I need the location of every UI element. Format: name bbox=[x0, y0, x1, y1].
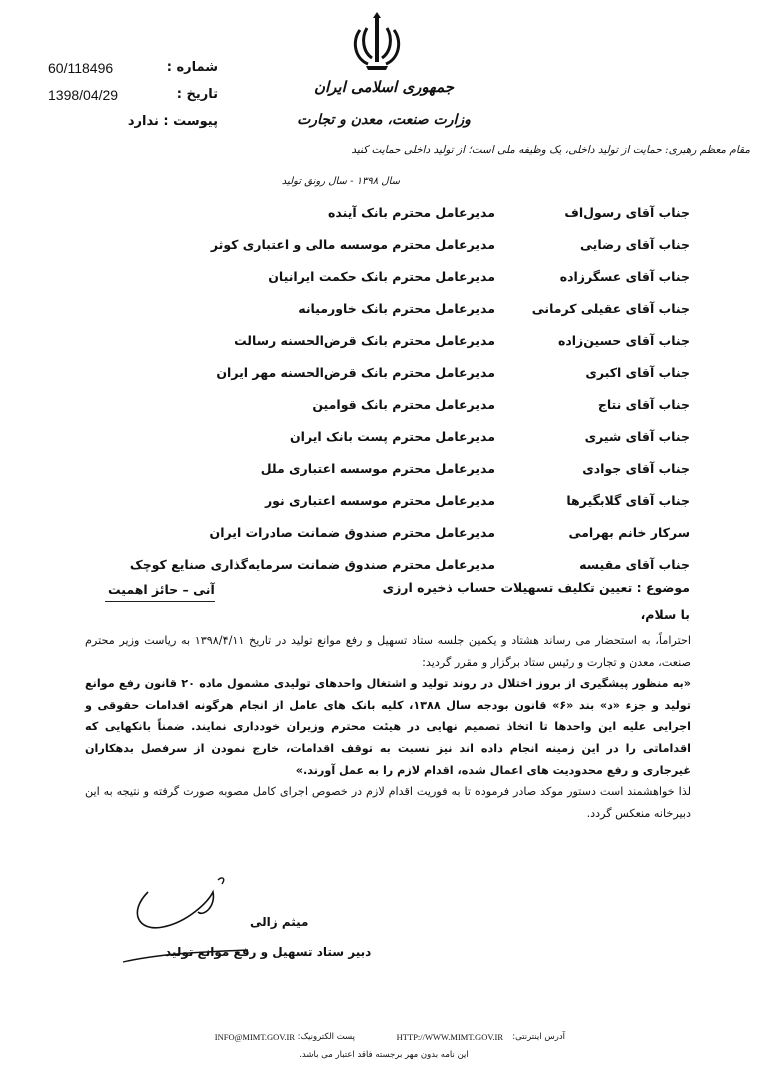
number-row bbox=[40, 60, 240, 87]
recipient-row bbox=[110, 301, 690, 333]
recipient-row bbox=[110, 429, 690, 461]
recipient-list bbox=[110, 205, 690, 589]
letter-date: 1398/04/29 bbox=[48, 87, 119, 103]
signatory-name: میثم زالی bbox=[250, 915, 309, 929]
urgency-badge: آنی – حائز اهمیت bbox=[108, 582, 215, 597]
recipient-name: جناب آقای رسول‌اف bbox=[564, 205, 690, 220]
attachment-row bbox=[40, 114, 240, 141]
signatory-title: دبیر ستاد تسهیل و رفع موانع تولید bbox=[165, 945, 372, 959]
letter-body bbox=[85, 630, 691, 824]
recipient-name: جناب آقای نتاج bbox=[597, 397, 690, 412]
recipient-title: مدیرعامل محترم صندوق ضمانت سرمایه‌گذاری صنایع کوچک bbox=[129, 557, 495, 572]
recipient-title: مدیرعامل محترم بانک خاورمیانه bbox=[298, 301, 495, 316]
email-link[interactable]: INFO@MIMT.GOV.IR bbox=[214, 1032, 295, 1042]
republic-title: جمهوری اسلامی ایران bbox=[313, 78, 455, 96]
recipient-row bbox=[110, 525, 690, 557]
website-label: آدرس اینترنتی: bbox=[512, 1032, 565, 1042]
date-row bbox=[40, 87, 240, 114]
recipient-row bbox=[110, 397, 690, 429]
recipient-name: جناب آقای رضایی bbox=[580, 237, 690, 252]
recipient-title: مدیرعامل محترم موسسه مالی و اعتباری کوثر bbox=[210, 237, 495, 252]
body-paragraph-resolution: «به منظور پیشگیری از بروز اختلال در روند تولید و اشتغال واحدهای تولیدی مشمول ماده ۲۰ قانون رفع موانع تولید و جزء «د» بند «۶» قانون بودجه سال ۱۳۸۸، کلیه بانک های عامل از انجام هرگونه اقدامات حقوقی و اجرایی علیه این واحدها تا اتخاذ تصمیم نهایی در هیئت محترم وزیران خودداری نمایند. ضمناً بانکهایی که اقداماتی را در این زمینه انجام داده اند نیز نسبت به توقف اقدامات، خارج نمودن از سرفصل بدهکاران غیرجاری و رفع محدودیت های اعمال شده، اقدام لازم را به عمل آورند.» bbox=[85, 677, 691, 777]
iran-emblem-icon bbox=[346, 10, 408, 72]
attachment-label: پیوست : ندارد bbox=[127, 114, 218, 129]
recipient-row bbox=[110, 333, 690, 365]
recipient-name: جناب آقای عسگرزاده bbox=[559, 269, 690, 284]
recipient-title: مدیرعامل محترم موسسه اعتباری نور bbox=[264, 493, 495, 508]
year-slogan: سال ۱۳۹۸ - سال رونق تولید bbox=[281, 176, 400, 187]
ministry-title: وزارت صنعت، معدن و تجارت bbox=[297, 112, 471, 128]
recipient-name: جناب آقای عقیلی کرمانی bbox=[531, 301, 690, 316]
website-link[interactable]: HTTP://WWW.MIMT.GOV.IR bbox=[396, 1032, 503, 1042]
recipient-title: مدیرعامل محترم بانک حکمت ایرانیان bbox=[268, 269, 495, 284]
letter-subject: موضوع : تعیین تکلیف تسهیلات حساب ذخیره ارزی bbox=[382, 580, 690, 595]
body-paragraph-request: لذا خواهشمند است دستور موکد صادر فرموده تا به فوریت اقدام لازم در خصوص اجرای کامل مصوبه صورت گرفته و نتیجه به این دبیرخانه منعکس گردد. bbox=[85, 785, 691, 820]
recipient-row bbox=[110, 461, 690, 493]
recipient-title: مدیرعامل محترم بانک آینده bbox=[328, 205, 495, 220]
recipient-name: جناب آقای حسین‌زاده bbox=[557, 333, 690, 348]
email-label: پست الکترونیک: bbox=[297, 1032, 355, 1042]
recipient-row bbox=[110, 237, 690, 269]
recipient-title: مدیرعامل محترم صندوق ضمانت صادرات ایران bbox=[209, 525, 495, 540]
recipient-row bbox=[110, 365, 690, 397]
footer-validity-note: این نامه بدون مهر برجسته فاقد اعتبار می باشد. bbox=[299, 1050, 469, 1060]
recipient-name: جناب آقای شیری bbox=[584, 429, 690, 444]
recipient-name: جناب آقای جوادی bbox=[582, 461, 690, 476]
recipient-title: مدیرعامل محترم بانک قوامین bbox=[312, 397, 495, 412]
recipient-name: جناب آقای مقیسه bbox=[579, 557, 690, 572]
number-label: شماره : bbox=[166, 60, 218, 75]
recipient-title: مدیرعامل محترم بانک قرض‌الحسنه مهر ایران bbox=[216, 365, 495, 380]
letter-meta bbox=[40, 60, 240, 141]
recipient-row bbox=[110, 205, 690, 237]
recipient-row bbox=[110, 269, 690, 301]
recipient-row bbox=[110, 493, 690, 525]
recipient-name: جناب آقای گلابگیرها bbox=[566, 493, 690, 508]
recipient-title: مدیرعامل محترم پست بانک ایران bbox=[290, 429, 495, 444]
leader-motto: مقام معظم رهبری: حمایت از تولید داخلی، یک وظیفه ملی است؛ از تولید داخلی حمایت کنید bbox=[351, 144, 750, 156]
date-label: تاریخ : bbox=[176, 87, 218, 102]
recipient-name: جناب آقای اکبری bbox=[585, 365, 690, 380]
letter-number: 60/118496 bbox=[48, 60, 114, 76]
body-paragraph-intro: احتراماً، به استحضار می رساند هشتاد و یکمین جلسه ستاد تسهیل و رفع موانع تولید در تاریخ ۱۳۹۸/۴/۱۱ به ریاست وزیر محترم صنعت، معدن و تجارت و رئیس ستاد برگزار و مقرر گردید: bbox=[85, 634, 691, 669]
recipient-title: مدیرعامل محترم بانک قرض‌الحسنه رسالت bbox=[234, 333, 495, 348]
recipient-name: سرکار خانم بهرامی bbox=[568, 525, 690, 540]
urgency-underline bbox=[105, 601, 215, 602]
recipient-title: مدیرعامل محترم موسسه اعتباری ملل bbox=[260, 461, 495, 476]
greeting: با سلام، bbox=[640, 607, 690, 622]
